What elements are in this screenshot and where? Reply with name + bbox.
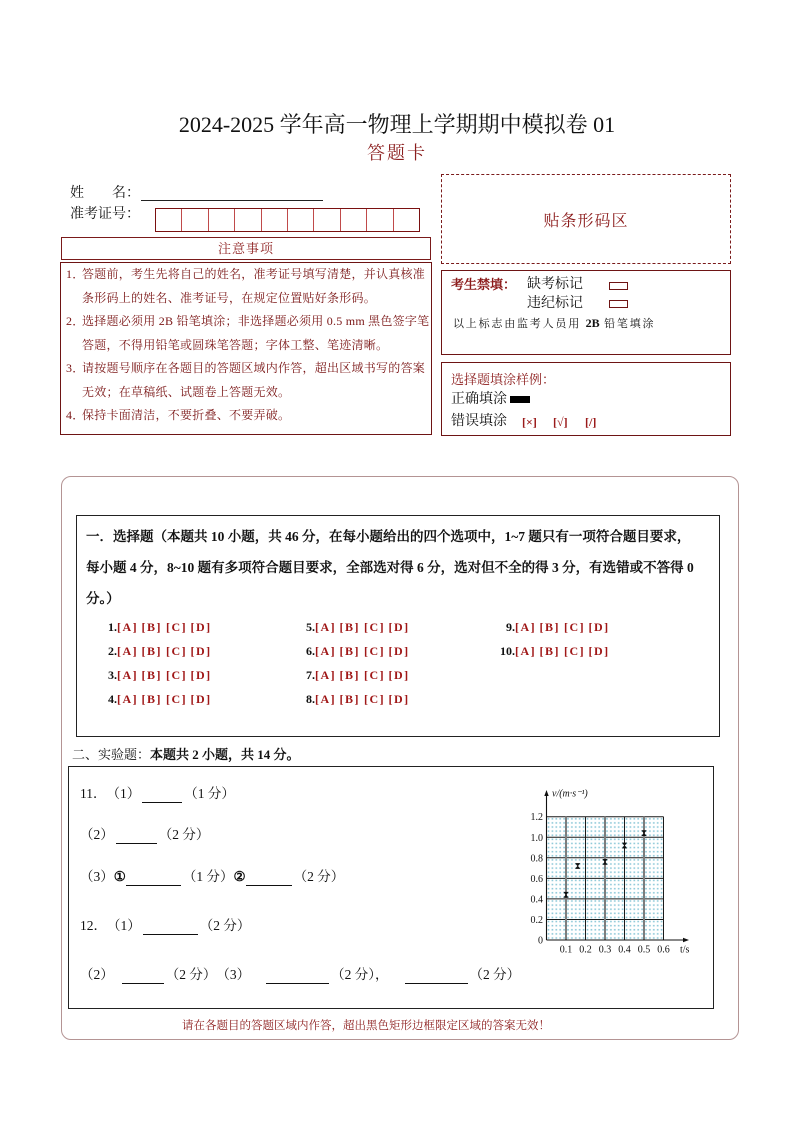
velocity-time-chart <box>520 780 700 960</box>
q12-part1-score: （2 分） <box>199 918 251 933</box>
option-c-bubble[interactable]: [C] <box>166 644 188 658</box>
exam-id-digit-box[interactable] <box>209 209 235 231</box>
question-number: 8. <box>306 692 315 706</box>
question-number: 1. <box>108 620 117 634</box>
option-d-bubble[interactable]: [D] <box>388 620 410 634</box>
option-a-bubble[interactable]: [A] <box>117 668 139 682</box>
y-axis-label: v/(m·s⁻¹) <box>552 788 588 800</box>
q11-part3-line <box>80 868 344 886</box>
q11-part3-label: （3） <box>80 869 114 884</box>
notice-item-text: 请按题号顺序在各题目的答题区域内作答，超出区域书写的答案 <box>82 361 426 375</box>
option-d-bubble[interactable]: [D] <box>190 668 212 682</box>
wrong-fill-label: 错误填涂 <box>451 414 507 429</box>
y-tick-label: 0.6 <box>530 873 543 885</box>
proctor-note-pencil: 2B <box>585 316 600 330</box>
option-d-bubble[interactable]: [D] <box>388 692 410 706</box>
section2-title-rest: 本题共 2 小题，共 14 分。 <box>150 747 300 762</box>
x-tick-label: 0.1 <box>559 944 573 956</box>
q11-part3-answer2-blank[interactable] <box>246 872 292 886</box>
q11-part1-line <box>80 785 235 803</box>
question-number: 10. <box>500 644 515 658</box>
question-2 <box>93 642 215 660</box>
notice-item <box>66 404 431 428</box>
section1-description: 每小题 4 分，8~10 题有多项符合题目要求，全部选对得 6 分，选对但不全的得 3 分，有选错或不答得 0 <box>86 560 694 575</box>
absent-mark-label: 缺考标记 <box>527 277 583 292</box>
violation-mark-label: 违纪标记 <box>527 296 583 311</box>
question-10 <box>491 642 613 660</box>
question-3 <box>93 666 215 684</box>
answer-area-warning: 请在各题目的答题区域内作答，超出黑色矩形边框限定区域的答案无效！ <box>182 1020 550 1032</box>
notice-item-number: 4． <box>66 408 85 422</box>
exam-id-digit-box[interactable] <box>341 209 367 231</box>
circled-one-icon: ① <box>113 869 126 884</box>
option-b-bubble[interactable]: [B] <box>339 644 360 658</box>
y-tick-label: 0 <box>538 935 543 947</box>
circled-two-icon: ② <box>233 869 246 884</box>
exam-id-digit-box[interactable] <box>182 209 208 231</box>
notice-item-text: 选择题必须用 2B 铅笔填涂；非选择题必须用 0.5 mm 黑色签字笔 <box>82 314 430 328</box>
proctor-note-suffix: 铅笔填涂 <box>599 318 656 330</box>
exam-id-digit-box[interactable] <box>235 209 261 231</box>
x-tick-label: 0.5 <box>637 944 651 956</box>
option-a-bubble[interactable]: [A] <box>515 620 537 634</box>
option-a-bubble[interactable]: [A] <box>315 644 337 658</box>
q11-part2-score: （2 分） <box>158 827 210 842</box>
correct-fill-sample <box>510 396 530 403</box>
exam-id-digit-box[interactable] <box>262 209 288 231</box>
q12-part3-label: （3） <box>216 967 251 982</box>
option-c-bubble[interactable]: [C] <box>166 692 188 706</box>
q12-part1-answer-blank[interactable] <box>143 921 198 935</box>
option-c-bubble[interactable]: [C] <box>364 644 386 658</box>
x-tick-label: 0.2 <box>579 944 592 956</box>
y-axis-arrow-icon <box>544 790 548 796</box>
notice-item-text: 答题，不得用铅笔或圆珠笔答题；字体工整、笔迹清晰。 <box>82 337 389 352</box>
q11-part2-line <box>80 826 209 844</box>
q11-part2-label: （2） <box>80 827 114 842</box>
exam-title: 2024-2025 学年高一物理上学期期中模拟卷 01 <box>178 112 616 137</box>
option-c-bubble[interactable]: [C] <box>166 668 188 682</box>
section2-title <box>72 747 300 763</box>
notice-item <box>66 357 431 404</box>
question-number: 7. <box>306 668 315 682</box>
option-c-bubble[interactable]: [C] <box>364 668 386 682</box>
exam-id-digit-box[interactable] <box>367 209 393 231</box>
section2-title-prefix: 二、实验题： <box>72 747 151 762</box>
option-a-bubble[interactable]: [A] <box>117 644 139 658</box>
q11-number: 11． <box>80 786 107 801</box>
y-tick-label: 1.0 <box>530 832 543 844</box>
option-d-bubble[interactable]: [D] <box>388 668 410 682</box>
barcode-area-label: 贴条形码区 <box>543 212 629 230</box>
barcode-area <box>441 174 731 264</box>
multiple-choice-section <box>76 515 720 737</box>
x-tick-label: 0.6 <box>657 944 670 956</box>
exam-id-digit-box[interactable] <box>288 209 314 231</box>
q12-part2-label: （2） <box>80 967 114 982</box>
wrong-mark-cross: [×] <box>522 415 537 429</box>
option-c-bubble[interactable]: [C] <box>166 620 188 634</box>
q12-part2-score: （2 分） <box>165 967 217 982</box>
q12-part3-answer2-blank[interactable] <box>405 970 468 984</box>
option-b-bubble[interactable]: [B] <box>339 668 360 682</box>
option-d-bubble[interactable]: [D] <box>190 692 212 706</box>
question-1 <box>93 618 215 636</box>
question-number: 6. <box>306 644 315 658</box>
wrong-mark-slash: [/] <box>585 415 597 429</box>
proctor-note <box>453 316 655 331</box>
notice-item <box>66 310 431 357</box>
option-d-bubble[interactable]: [D] <box>388 644 410 658</box>
q11-part1-answer-blank[interactable] <box>142 789 182 803</box>
notice-item-text: 答题前，考生先将自己的姓名，准考证号填写清楚，并认真核准 <box>82 267 426 281</box>
q11-part3-answer1-blank[interactable] <box>126 872 181 886</box>
notice-item-number: 2． <box>66 314 85 328</box>
chart-grid-layer <box>531 812 670 955</box>
proctor-only-panel <box>441 270 731 355</box>
q11-part1-label: （1） <box>106 786 141 801</box>
question-number: 5. <box>306 620 315 634</box>
question-5 <box>291 618 413 636</box>
question-4 <box>93 690 215 708</box>
exam-id-digit-box[interactable] <box>394 209 419 231</box>
option-a-bubble[interactable]: [A] <box>117 692 139 706</box>
question-number: 3. <box>108 668 117 682</box>
violation-mark-box[interactable] <box>609 300 628 308</box>
exam-id-boxes <box>155 208 420 232</box>
question-9 <box>491 618 613 636</box>
name-input[interactable] <box>141 199 323 201</box>
question-8 <box>291 690 413 708</box>
option-b-bubble[interactable]: [B] <box>141 620 162 634</box>
q12-part2-3-line <box>80 966 520 984</box>
notice-item-number: 3． <box>66 361 85 375</box>
option-c-bubble[interactable]: [C] <box>364 692 386 706</box>
notice-item-number: 1． <box>66 267 85 281</box>
option-b-bubble[interactable]: [B] <box>141 692 162 706</box>
notice-item <box>66 263 431 310</box>
option-c-bubble[interactable]: [C] <box>564 620 586 634</box>
x-tick-label: 0.3 <box>598 944 612 956</box>
exam-id-label: 准考证号： <box>70 207 140 222</box>
name-label: 姓 名： <box>70 186 140 201</box>
notice-title: 注意事项 <box>61 237 431 260</box>
q11-part2-answer-blank[interactable] <box>116 830 157 844</box>
option-a-bubble[interactable]: [A] <box>515 644 537 658</box>
correct-fill-label: 正确填涂 <box>451 392 507 407</box>
option-d-bubble[interactable]: [D] <box>588 620 610 634</box>
q12-part3-score2: （2 分） <box>469 967 521 982</box>
option-b-bubble[interactable]: [B] <box>539 644 560 658</box>
notice-item-text: 条形码上的姓名、准考证号，在规定位置贴好条形码。 <box>82 290 377 305</box>
q11-part3-score2: （2 分） <box>293 869 345 884</box>
q12-part1-label: （1） <box>107 918 141 933</box>
question-6 <box>291 642 413 660</box>
option-b-bubble[interactable]: [B] <box>339 692 360 706</box>
wrong-mark-check: [√] <box>553 415 568 429</box>
y-tick-label: 1.2 <box>530 812 543 824</box>
exam-id-digit-box[interactable] <box>156 209 182 231</box>
y-tick-label: 0.8 <box>530 853 543 865</box>
option-c-bubble[interactable]: [C] <box>564 644 586 658</box>
y-tick-label: 0.2 <box>530 914 543 926</box>
proctor-note-prefix: 以上标志由监考人员用 <box>453 318 586 330</box>
option-a-bubble[interactable]: [A] <box>315 620 337 634</box>
option-b-bubble[interactable]: [B] <box>539 620 560 634</box>
option-b-bubble[interactable]: [B] <box>141 668 162 682</box>
option-c-bubble[interactable]: [C] <box>364 620 386 634</box>
q11-part1-score: （1 分） <box>184 786 235 801</box>
x-tick-label: 0.4 <box>618 944 631 956</box>
fill-example-panel <box>441 362 731 436</box>
notice-item-text: 保持卡面清洁，不要折叠、不要弄破。 <box>82 408 291 422</box>
section1-description: 分。） <box>86 591 120 606</box>
q12-part3-score1: （2 分）， <box>331 967 389 982</box>
section1-description: 一．选择题（本题共 10 小题，共 46 分，在每小题给出的四个选项中，1~7 题只有一项符合题目要求， <box>86 529 691 544</box>
option-d-bubble[interactable]: [D] <box>588 644 610 658</box>
absent-mark-box[interactable] <box>609 282 628 290</box>
question-number: 2. <box>108 644 117 658</box>
q12-number: 12． <box>80 918 107 933</box>
q12-part1-line <box>80 917 250 935</box>
notice-item-text: 无效；在草稿纸、试题卷上答题无效。 <box>82 384 291 399</box>
proctor-only-label: 考生禁填： <box>451 277 517 292</box>
question-7 <box>291 666 413 684</box>
q12-part2-answer-blank[interactable] <box>122 970 164 984</box>
question-number: 4. <box>108 692 117 706</box>
question-number: 9. <box>506 620 515 634</box>
x-axis-label: t/s <box>680 944 690 956</box>
option-d-bubble[interactable]: [D] <box>190 644 212 658</box>
option-a-bubble[interactable]: [A] <box>315 692 337 706</box>
answer-sheet-subtitle: 答题卡 <box>367 143 427 163</box>
notice-panel <box>60 262 432 435</box>
q11-part3-score1: （1 分） <box>182 869 234 884</box>
option-b-bubble[interactable]: [B] <box>339 620 360 634</box>
fill-example-title: 选择题填涂样例： <box>451 372 556 387</box>
y-tick-label: 0.4 <box>530 894 543 906</box>
exam-id-digit-box[interactable] <box>314 209 340 231</box>
option-d-bubble[interactable]: [D] <box>190 620 212 634</box>
q12-part3-answer1-blank[interactable] <box>266 970 329 984</box>
x-axis-arrow-icon <box>683 938 689 942</box>
option-a-bubble[interactable]: [A] <box>117 620 139 634</box>
option-a-bubble[interactable]: [A] <box>315 668 337 682</box>
option-b-bubble[interactable]: [B] <box>141 644 162 658</box>
